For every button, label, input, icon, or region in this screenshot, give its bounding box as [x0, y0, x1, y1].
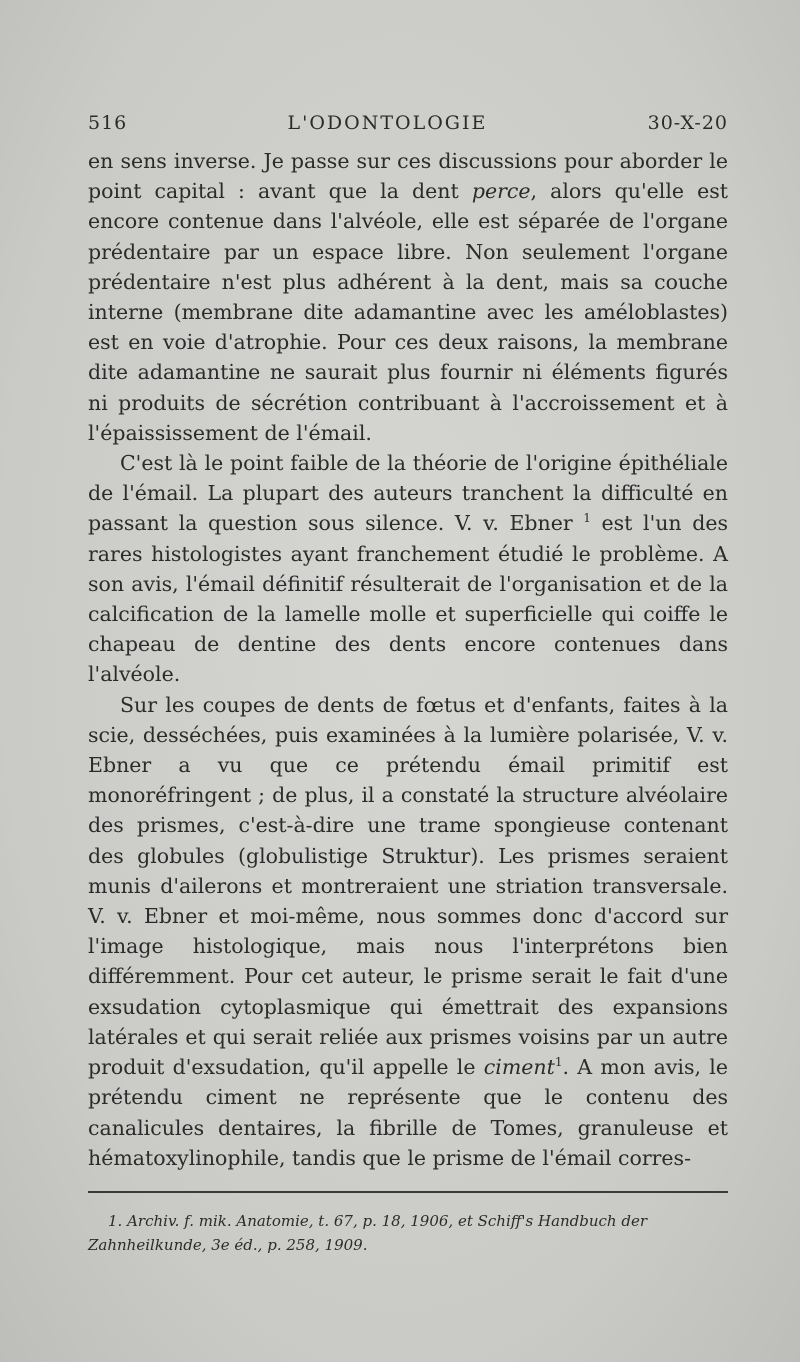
paragraph: [88, 146, 728, 448]
footnote-marker: 1: [583, 511, 591, 526]
text-run: C'est là le point faible de la théorie de l'origine épithéliale de l'émail. La plupart des auteurs tranchent la difficulté en passant la question sous silence. V. v. Ebner: [88, 451, 728, 536]
body-text: [88, 146, 728, 1173]
paragraph: [88, 690, 728, 1173]
running-header: [88, 112, 728, 146]
text-run: , alors qu'elle est encore contenue dans l'alvéole, elle est séparée de l'organe prédentaire par un espace libre. Non seulement l'organe prédentaire n'est plus adhérent à la dent, mais sa couche interne (membrane dite adamantine avec les améloblastes) est en voie d'atrophie. Pour ces deux raisons, la membrane dite adamantine ne saurait plus fournir ni éléments figurés ni produits de sécrétion contribuant à l'accroissement et à l'épaississement de l'émail.: [88, 179, 729, 445]
text-run: . A mon avis, le prétendu ciment ne représente que le contenu des canalicules dentaires, la fibrille de Tomes, granuleuse et hématoxylinophile, tandis que le prisme de l'émail corres-: [88, 1055, 728, 1170]
running-title: L'ODONTOLOGIE: [287, 112, 488, 134]
emphasized-word: perce: [471, 179, 531, 204]
page-number: 516: [88, 112, 128, 134]
text-run: est l'un des rares histologistes ayant franchement étudié le problème. A son avis, l'émail définitif résulterait de l'organisation et de la calcification de la lamelle molle et superficielle qui coiffe le chapeau de dentine des dents encore contenues dans l'alvéole.: [88, 511, 728, 687]
footnote: 1. Archiv. f. mik. Anatomie, t. 67, p. 18, 1906, et Schiff's Handbuch der Zahnheilkunde, 3e éd., p. 258, 1909.: [88, 1211, 648, 1254]
footnote-marker: 1: [554, 1055, 563, 1070]
book-page: [88, 112, 728, 1272]
paragraph: [88, 448, 728, 690]
text-run: en sens inverse. Je passe sur ces discussions pour aborder le point capital : avant que la dent: [88, 149, 728, 204]
footnote-divider: [88, 1191, 728, 1193]
issue-date: 30-X-20: [647, 112, 728, 134]
text-run: Sur les coupes de dents de fœtus et d'enfants, faites à la scie, desséchées, puis examinées à la lumière polarisée, V. v. Ebner a vu que ce prétendu émail primitif est monoréfringent ; de plus, il a constaté la structure alvéolaire des prismes, c'est-à-dire une trame spongieuse contenant des globules (globulistige Struktur). Les prismes seraient munis d'ailerons et montreraient une striation transversale. V. v. Ebner et moi-même, nous sommes donc d'accord sur l'image histologique, mais nous l'interprétons bien différemment. Pour cet auteur, le prisme serait le fait d'une exsudation cytoplasmique qui émettrait des expansions latérales et qui serait reliée aux prismes voisins par un autre produit d'exsudation, qu'il appelle le: [88, 692, 728, 1080]
emphasized-word: ciment: [483, 1055, 555, 1080]
